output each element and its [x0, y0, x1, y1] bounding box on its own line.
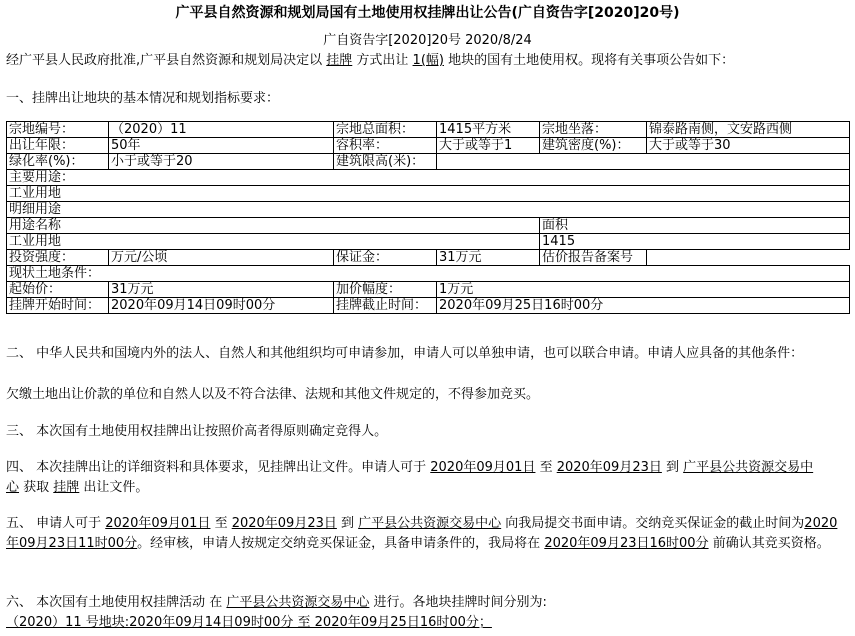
section-6-paragraph: [6, 593, 848, 613]
table-row: [7, 122, 850, 138]
date-end: 2020年09月23日: [556, 460, 662, 475]
table-cell: 现状土地条件：: [7, 266, 850, 282]
venue: 广平县公共资源交易中心: [358, 516, 502, 531]
table-cell: 建筑密度(%)：: [540, 138, 647, 154]
section-3-paragraph: 三、 本次国有土地使用权挂牌出让按照价高者得原则确定竞得人。: [6, 424, 388, 439]
section-5-paragraph: [6, 514, 848, 554]
table-cell: 小于或等于20: [109, 154, 334, 170]
table-cell: 起始价：: [7, 282, 109, 298]
document-number-date: 广自资告字[2020]20号 2020/8/24: [323, 33, 532, 48]
page-title: 广平县自然资源和规划局国有土地使用权挂牌出让公告(广自资告字[2020]20号): [175, 5, 680, 21]
table-row: [7, 186, 850, 202]
table-cell: 估价报告备案号: [540, 250, 647, 266]
date-start: 2020年09月01日: [430, 460, 536, 475]
text: 四、 本次挂牌出让的详细资料和具体要求，见挂牌出让文件。申请人可于: [6, 460, 431, 475]
table-cell: 1415平方米: [437, 122, 540, 138]
table-cell: 建筑限高(米)：: [334, 154, 437, 170]
table-cell: 宗地坐落：: [540, 122, 647, 138]
table-cell: 用途名称: [7, 218, 540, 234]
table-cell: 投资强度：: [7, 250, 109, 266]
table-cell: 主要用途：: [7, 170, 850, 186]
text: 前确认其竞买资格。: [708, 536, 830, 551]
table-cell: 1415: [540, 234, 850, 250]
table-cell: 2020年09月25日16时00分: [437, 298, 850, 314]
table-row: [7, 282, 850, 298]
parcel-info-table: [6, 121, 850, 314]
date-end: 2020年09月23日: [231, 516, 337, 531]
table-cell: 大于或等于1: [437, 138, 540, 154]
venue: 广平县公共资源交易中: [683, 460, 814, 475]
transfer-method: 挂牌: [53, 480, 80, 495]
table-row: [7, 250, 850, 266]
text: 到: [661, 460, 684, 475]
table-cell: 宗地编号：: [7, 122, 109, 138]
parcel-count: 1(幅): [412, 53, 444, 68]
table-cell: 工业用地: [7, 234, 540, 250]
table-cell: 万元/公顷: [109, 250, 334, 266]
table-cell: 面积: [540, 218, 850, 234]
section-6-schedule: [6, 613, 848, 633]
venue: 广平县公共资源交易中心: [226, 595, 370, 610]
table-cell: 绿化率(%)：: [7, 154, 109, 170]
table-cell: 2020年09月14日09时00分: [109, 298, 334, 314]
table-cell: 明细用途: [7, 202, 850, 218]
table-cell: 挂牌截止时间：: [334, 298, 437, 314]
table-row: [7, 202, 850, 218]
qualification-confirm-time: 2020年09月23日16时00分: [544, 536, 709, 551]
text: 出让文件。: [79, 480, 149, 495]
venue-continued: 心: [6, 480, 20, 495]
table-cell: 容积率：: [334, 138, 437, 154]
section-2-condition: 欠缴土地出让价款的单位和自然人以及不符合法律、法规和其他文件规定的，不得参加竞买。: [6, 387, 540, 402]
table-row: [7, 266, 850, 282]
table-cell: 大于或等于30: [647, 138, 850, 154]
table-row: [7, 234, 850, 250]
date-start: 2020年09月01日: [105, 516, 211, 531]
section-1-heading: 一、挂牌出让地块的基本情况和规划指标要求：: [6, 91, 280, 106]
intro-text-2: 方式出让: [352, 53, 413, 68]
text: 获取: [19, 480, 54, 495]
table-row: [7, 218, 850, 234]
table-cell: 50年: [109, 138, 334, 154]
intro-paragraph: [6, 51, 848, 71]
intro-text-1: 经广平县人民政府批准,广平县自然资源和规划局决定以: [6, 53, 327, 68]
section-4-paragraph: [6, 458, 848, 498]
table-cell-empty: [647, 250, 850, 266]
text: 到: [336, 516, 359, 531]
table-row: [7, 170, 850, 186]
text: 至: [210, 516, 232, 531]
transfer-method: 挂牌: [326, 53, 353, 68]
table-cell: 工业用地: [7, 186, 850, 202]
table-cell: 加价幅度：: [334, 282, 437, 298]
text: 。经审核，申请人按规定交纳竞买保证金，具备申请条件的，我局将在: [137, 536, 545, 551]
table-cell: 挂牌开始时间：: [7, 298, 109, 314]
table-row: [7, 138, 850, 154]
text: 向我局提交书面申请。交纳竞买保证金的截止时间为: [501, 516, 805, 531]
table-cell: 锦泰路南侧，文安路西侧: [647, 122, 850, 138]
listing-schedule: （2020）11 号地块:2020年09月14日09时00分 至 2020年09月25日16时00分；: [6, 615, 492, 630]
table-cell: 31万元: [109, 282, 334, 298]
text: 五、 申请人可于: [6, 516, 106, 531]
table-row: [7, 154, 850, 170]
intro-text-3: 地块的国有土地使用权。现将有关事项公告如下：: [443, 53, 735, 68]
text: 至: [535, 460, 557, 475]
deposit-deadline: 2020年09月23日11时00分: [6, 516, 838, 551]
table-cell: 出让年限：: [7, 138, 109, 154]
text: 进行。各地块挂牌时间分别为:: [369, 595, 547, 610]
table-cell: 31万元: [437, 250, 540, 266]
table-cell: 宗地总面积：: [334, 122, 437, 138]
text: 六、 本次国有土地使用权挂牌活动 在: [6, 595, 227, 610]
table-cell: [437, 154, 850, 170]
section-2-paragraph: 二、 中华人民共和国境内外的法人、自然人和其他组织均可申请参加，申请人可以单独申请，也可以联合申请。申请人应具备的其他条件：: [6, 346, 804, 361]
table-cell: 保证金：: [334, 250, 437, 266]
table-row: [7, 298, 850, 314]
table-cell: （2020）11: [109, 122, 334, 138]
table-cell: 1万元: [437, 282, 850, 298]
